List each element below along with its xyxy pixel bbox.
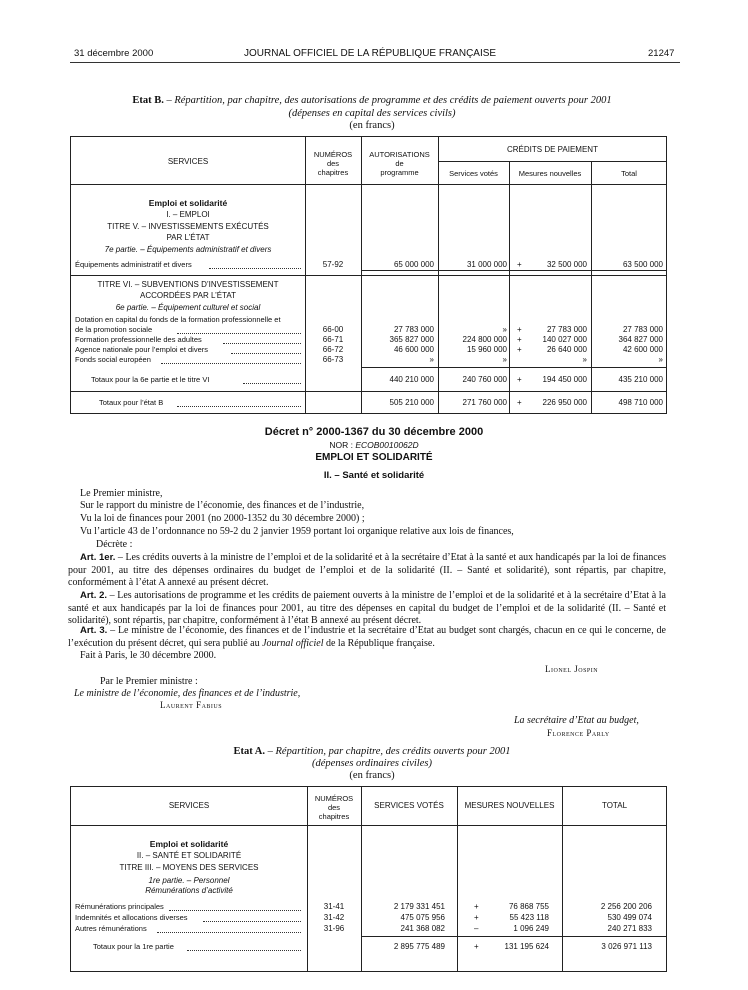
row-votes: » <box>502 325 507 334</box>
header-page-number: 21247 <box>648 48 675 59</box>
col-services: SERVICES <box>167 157 209 166</box>
signature-parly: Florence Parly <box>547 728 610 738</box>
row-chapter: 31-41 <box>323 902 345 911</box>
etat-a-unit: (en francs) <box>349 770 395 781</box>
row-label: Autres rémunérations <box>75 924 147 933</box>
etat-b-unit: (en francs) <box>349 120 395 131</box>
leader-dots <box>157 932 301 933</box>
etat-a-title <box>60 746 684 757</box>
row-mesures: 26 640 000 <box>546 345 587 354</box>
row-underline <box>361 936 667 937</box>
etat-a-partie-1b: Rémunérations d’activité <box>145 886 233 895</box>
etat-b-label: Etat B. <box>132 95 164 106</box>
row-sign: + <box>474 913 479 922</box>
row-ap: 65 000 000 <box>393 260 434 269</box>
row-underline <box>361 270 667 271</box>
row-votes: 15 960 000 <box>466 345 507 354</box>
row-chapter: 31-42 <box>323 913 345 922</box>
col-mesures-nouvelles: Mesures nouvelles <box>518 169 582 178</box>
row-total: 530 499 074 <box>607 913 652 922</box>
article-2-text: – Les autorisations de programme et les crédits de paiement ouverts à la ministre de l’emploi et de la solidarité et à la secrétaire d’Etat à la santé et aux handicapés par la loi de finances pour 2001, au titre des dépenses en capital du budget de l’emploi et de la solidarité (II. – Santé et solidarité), sont répartis, par chapitre, conformément à l’état B annexé au présent décret. <box>68 590 666 627</box>
decret-rapport: Sur le rapport du ministre de l’économie, des finances et de l’industrie, <box>80 500 365 511</box>
row-chapter: 66-00 <box>322 325 344 334</box>
total-etat-sign: + <box>517 398 522 407</box>
etat-b-titre-v-2: PAR L’ÉTAT <box>166 233 210 242</box>
col-services: SERVICES <box>168 801 210 810</box>
total-etat-ap: 505 210 000 <box>389 398 434 407</box>
article-2-label: Art. 2. <box>80 590 108 601</box>
etat-a-label: Etat A. <box>233 746 266 757</box>
row-underline <box>361 367 667 368</box>
row-total: 63 500 000 <box>622 260 663 269</box>
row-votes: » <box>502 355 507 364</box>
col-numeros-des: des <box>326 159 340 168</box>
article-2 <box>68 590 666 628</box>
row-label: Agence nationale pour l’emploi et divers <box>75 345 208 354</box>
col-total: TOTAL <box>601 801 628 810</box>
row-chapter: 66-72 <box>322 345 344 354</box>
leader-dots <box>177 406 301 407</box>
signature-jospin: Lionel Jospin <box>545 664 599 674</box>
article-3-text: – Le ministre de l’économie, des finances et de l’industrie et la secrétaire d’Etat au budget sont chargés, chacun en ce qui le concerne, de l’exécution du présent décret, qui sera publié au <box>68 625 666 649</box>
col-autorisations-programme: programme <box>380 168 419 177</box>
row-chapter: 66-73 <box>322 355 344 364</box>
row-sign: + <box>517 325 522 334</box>
minister-title: Le ministre de l’économie, des finances et de l’industrie, <box>74 688 301 699</box>
row-mesures: 140 027 000 <box>542 335 587 344</box>
row-ap: 27 783 000 <box>393 325 434 334</box>
row-mesures: 27 783 000 <box>546 325 587 334</box>
etat-b-titre-vi-1: TITRE VI. – SUBVENTIONS D’INVESTISSEMENT <box>97 280 279 289</box>
total-etat-label: Totaux pour l’état B <box>99 398 164 407</box>
leader-dots <box>209 268 301 269</box>
row-votes: 2 179 331 451 <box>393 902 445 911</box>
row-chapter: 31-96 <box>323 924 345 933</box>
row-mesures: 32 500 000 <box>546 260 587 269</box>
row-label: Indemnités et allocations diverses <box>75 913 188 922</box>
decret-vu-ordonnance: Vu l’article 43 de l’ordonnance no 59-2 du 2 janvier 1959 portant loi organique relative aux lois de finances, <box>80 526 514 537</box>
row-sign: + <box>517 345 522 354</box>
row-label: de la promotion sociale <box>75 325 153 334</box>
row-sign: + <box>517 260 522 269</box>
row-label: Formation professionnelle des adultes <box>75 335 202 344</box>
total-sign: + <box>474 942 479 951</box>
row-chapter: 57-92 <box>322 260 344 269</box>
col-services-votes: Services votés <box>449 169 498 178</box>
etat-b-titre-v-1: TITRE V. – INVESTISSEMENTS EXÉCUTÉS <box>107 222 269 231</box>
total-ap: 440 210 000 <box>389 375 434 384</box>
row-label-line1: Dotation en capital du fonds de la formation professionnelle et <box>75 315 281 324</box>
article-3 <box>68 625 666 650</box>
row-label: Fonds social européen <box>75 355 151 364</box>
article-3-journal: Journal officiel <box>262 637 324 649</box>
row-mesures: 76 868 755 <box>508 902 549 911</box>
etat-b-partie-7: 7e partie. – Équipements administratif et divers <box>104 245 272 254</box>
decret-decrete: Décrète : <box>96 539 133 550</box>
total-votes: 2 895 775 489 <box>393 942 445 951</box>
leader-dots <box>231 353 301 354</box>
total-etat-votes: 271 760 000 <box>462 398 507 407</box>
decret-title: Décret n° 2000-1367 du 30 décembre 2000 <box>264 426 484 438</box>
leader-dots <box>169 910 301 911</box>
col-numeros-chapitres: chapitres <box>318 812 350 821</box>
leader-dots <box>161 363 301 364</box>
nor-value: ECOB0010062D <box>355 440 419 450</box>
col-autorisations: AUTORISATIONS <box>369 150 430 159</box>
leader-dots <box>187 950 301 951</box>
total-total: 3 026 971 113 <box>601 942 652 951</box>
secretary-title: La secrétaire d’Etat au budget, <box>514 715 639 726</box>
col-mesures-nouvelles: MESURES NOUVELLES <box>464 801 555 810</box>
par-premier-ministre: Par le Premier ministre : <box>100 676 198 687</box>
col-autorisations-de: de <box>395 159 404 168</box>
header-rule <box>70 62 680 63</box>
row-label: Équipements administratif et divers <box>75 260 192 269</box>
article-1-label: Art. 1er. <box>80 552 116 563</box>
leader-dots <box>243 383 301 384</box>
total-votes: 240 760 000 <box>462 375 507 384</box>
total-mesures: 131 195 624 <box>504 942 549 951</box>
total-label: Totaux pour la 1re partie <box>93 942 174 951</box>
row-sign: + <box>474 902 479 911</box>
etat-b-titre-vi-2: ACCORDÉES PAR L’ÉTAT <box>139 291 237 300</box>
leader-dots <box>177 333 301 334</box>
decret-nor <box>60 440 688 450</box>
col-total: Total <box>621 169 637 178</box>
row-sign: + <box>517 335 522 344</box>
row-ap: » <box>429 355 434 364</box>
row-ap: 46 600 000 <box>393 345 434 354</box>
row-votes: 224 800 000 <box>462 335 507 344</box>
signature-fabius: Laurent Fabius <box>160 700 223 710</box>
etat-a-table <box>70 786 667 972</box>
row-label: Rémunérations principales <box>75 902 164 911</box>
article-3-label: Art. 3. <box>80 625 108 636</box>
article-3-text-end: de la République française. <box>323 637 435 649</box>
col-services-votes: SERVICES VOTÉS <box>374 801 444 810</box>
row-total: 42 600 000 <box>622 345 663 354</box>
decret-vu-loi: Vu la loi de finances pour 2001 (no 2000-1352 du 30 décembre 2000) ; <box>80 513 365 524</box>
etat-a-titre-iii: TITRE III. – MOYENS DES SERVICES <box>119 863 259 872</box>
decret-ministry: EMPLOI ET SOLIDARITÉ <box>315 452 433 463</box>
article-1 <box>68 552 666 590</box>
etat-b-section-title: Emploi et solidarité <box>148 198 228 208</box>
etat-b-title <box>60 95 684 106</box>
decret-fait: Fait à Paris, le 30 décembre 2000. <box>80 650 217 661</box>
row-mesures: 1 096 249 <box>513 924 549 933</box>
etat-a-title-text: – Répartition, par chapitre, des crédits ouverts pour 2001 <box>265 746 511 757</box>
total-label: Totaux pour la 6e partie et le titre VI <box>91 375 210 384</box>
etat-a-sub: II. – SANTÉ ET SOLIDARITÉ <box>136 851 242 860</box>
col-numeros: NUMÉROS <box>314 794 354 803</box>
row-total: » <box>658 355 663 364</box>
etat-b-table <box>70 136 667 414</box>
col-numeros: NUMÉROS <box>313 150 353 159</box>
decret-section: II. – Santé et solidarité <box>323 470 425 481</box>
row-total: 364 827 000 <box>618 335 663 344</box>
row-total: 27 783 000 <box>622 325 663 334</box>
row-sign: – <box>474 924 479 933</box>
total-mesures: 194 450 000 <box>542 375 587 384</box>
row-votes: 475 075 956 <box>400 913 445 922</box>
decret-premier-ministre: Le Premier ministre, <box>80 488 163 499</box>
row-mesures: » <box>582 355 587 364</box>
row-mesures: 55 423 118 <box>509 913 549 922</box>
nor-label: NOR : <box>329 440 356 450</box>
col-credits: CRÉDITS DE PAIEMENT <box>507 145 598 154</box>
etat-b-partie-6: 6e partie. – Équipement culturel et social <box>115 303 261 312</box>
leader-dots <box>223 343 301 344</box>
row-chapter: 66-71 <box>322 335 344 344</box>
row-total: 2 256 200 206 <box>600 902 652 911</box>
row-votes: 31 000 000 <box>466 260 507 269</box>
etat-a-partie-1: 1re partie. – Personnel <box>148 876 230 885</box>
col-numeros-des: des <box>327 803 341 812</box>
header-journal-title: JOURNAL OFFICIEL DE LA RÉPUBLIQUE FRANÇAISE <box>244 48 497 59</box>
total-etat-mesures: 226 950 000 <box>542 398 587 407</box>
row-ap: 365 827 000 <box>389 335 434 344</box>
etat-b-sub-emploi: I. – EMPLOI <box>166 210 210 219</box>
row-votes: 241 368 082 <box>400 924 445 933</box>
leader-dots <box>203 921 301 922</box>
article-1-text: – Les crédits ouverts à la ministre de l’emploi et de la solidarité et à la secrétaire d’Etat à la santé et aux handicapés par la loi de finances pour 2001, au titre des dépenses ordinaires du budget de l’emploi et de la solidarité (II. – Santé et solidarité), sont répartis, par chapitre, conformément à l’état A annexé au présent décret. <box>68 552 666 589</box>
etat-a-section-title: Emploi et solidarité <box>149 839 229 849</box>
etat-a-subtitle: (dépenses ordinaires civiles) <box>312 758 432 769</box>
total-total: 435 210 000 <box>618 375 663 384</box>
etat-b-title-text: – Répartition, par chapitre, des autorisations de programme et des crédits de paiement ouverts pour 2001 <box>163 95 612 106</box>
total-etat-total: 498 710 000 <box>618 398 663 407</box>
etat-b-subtitle: (dépenses en capital des services civils) <box>288 108 456 119</box>
total-sign: + <box>517 375 522 384</box>
header-date: 31 décembre 2000 <box>74 48 154 59</box>
row-total: 240 271 833 <box>607 924 652 933</box>
col-numeros-chapitres: chapitres <box>317 168 349 177</box>
